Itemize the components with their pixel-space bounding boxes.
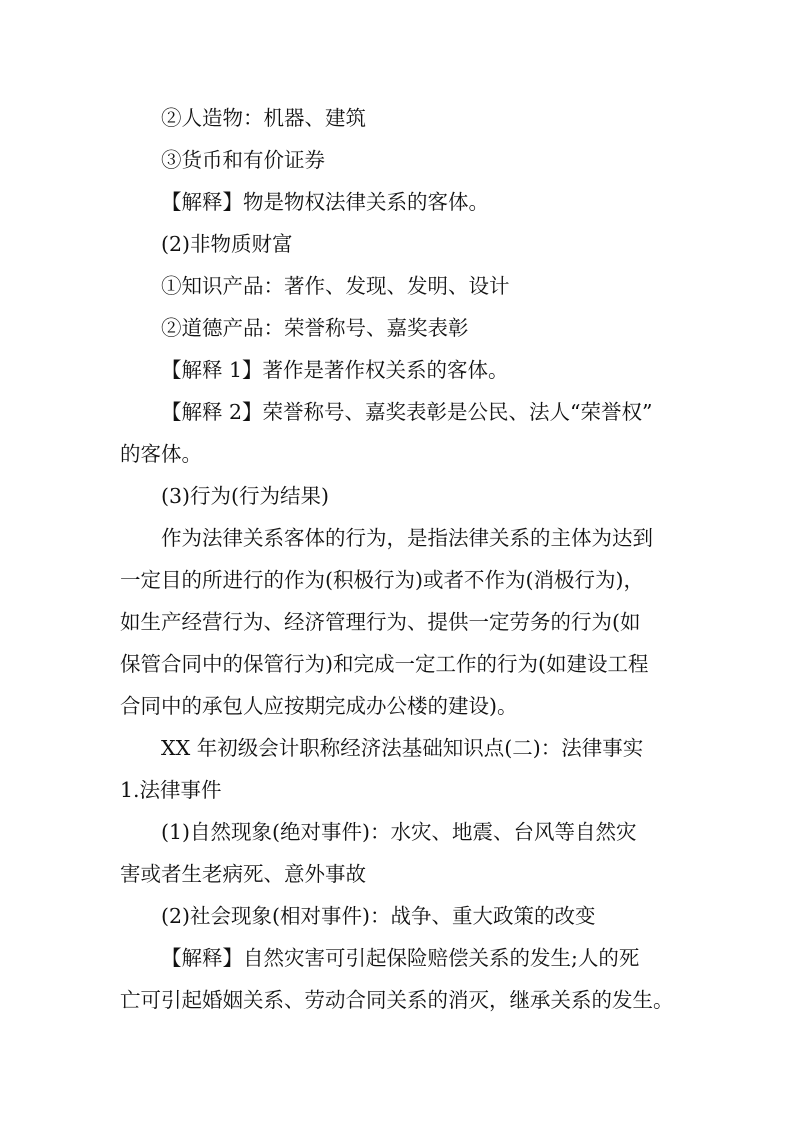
paragraph-line-3: 如生产经营行为、经济管理行为、提供一定劳务的行为(如 bbox=[120, 610, 641, 634]
paragraph-line-4: 保管合同中的保管行为)和完成一定工作的行为(如建设工程 bbox=[120, 652, 649, 676]
text-line-9: 的客体。 bbox=[120, 442, 202, 466]
text-line-22: 亡可引起婚姻关系、劳动合同关系的消灭，继承关系的发生。 bbox=[120, 988, 674, 1012]
heading-legal-event: 1.法律事件 bbox=[120, 778, 222, 802]
text-line-18: (1)自然现象(绝对事件)：水灾、地震、台风等自然灾 bbox=[161, 820, 637, 844]
paragraph-line-5: 合同中的承包人应按期完成办公楼的建设)。 bbox=[120, 694, 518, 718]
paragraph-line-2: 一定目的所进行的作为(积极行为)或者不作为(消极行为)， bbox=[120, 568, 644, 592]
paragraph-line-1: 作为法律关系客体的行为，是指法律关系的主体为达到 bbox=[161, 526, 653, 550]
explanation-line-2: 【解释 1】著作是著作权关系的客体。 bbox=[161, 358, 509, 382]
text-line-1: ②人造物：机器、建筑 bbox=[161, 106, 366, 130]
section-title: XX 年初级会计职称经济法基础知识点(二)：法律事实 bbox=[161, 736, 644, 760]
heading-non-material-wealth: (2)非物质财富 bbox=[161, 232, 293, 256]
explanation-line-4: 【解释】自然灾害可引起保险赔偿关系的发生;人的死 bbox=[161, 946, 640, 970]
explanation-line-1: 【解释】物是物权法律关系的客体。 bbox=[161, 190, 489, 214]
text-line-20: (2)社会现象(相对事件)：战争、重大政策的改变 bbox=[161, 904, 596, 928]
text-line-19: 害或者生老病死、意外事故 bbox=[120, 862, 366, 886]
text-line-6: ②道德产品：荣誉称号、嘉奖表彰 bbox=[161, 316, 469, 340]
text-line-5: ①知识产品：著作、发现、发明、设计 bbox=[161, 274, 510, 298]
heading-behavior: (3)行为(行为结果) bbox=[161, 484, 330, 508]
text-line-2: ③货币和有价证券 bbox=[161, 148, 325, 172]
explanation-line-3: 【解释 2】荣誉称号、嘉奖表彰是公民、法人“荣誉权” bbox=[161, 400, 653, 424]
